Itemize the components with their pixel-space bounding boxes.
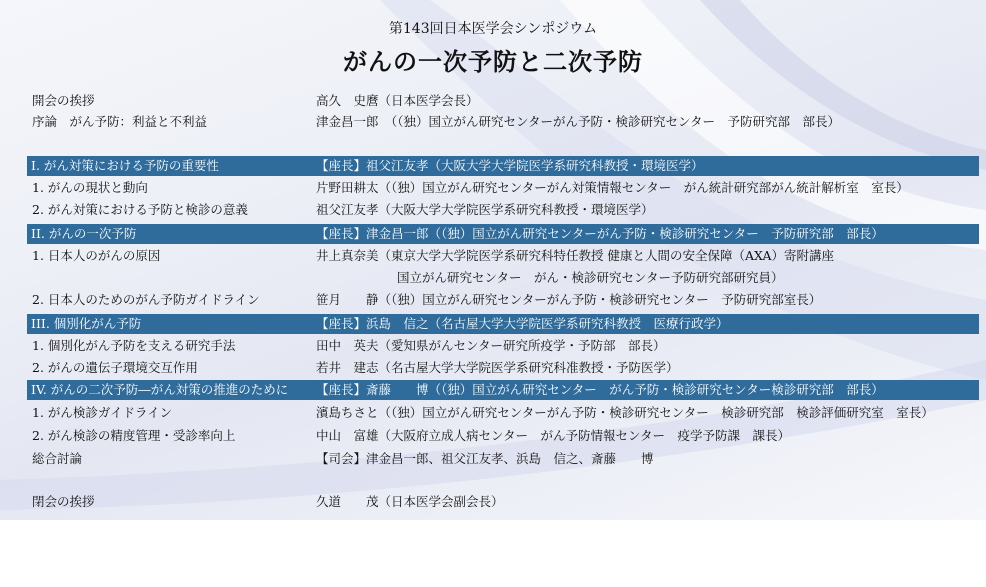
row-label: 2. 日本人のためのがん予防ガイドライン	[32, 292, 260, 307]
section-title: III. 個別化がん予防	[31, 316, 142, 331]
row-detail: 国立がん研究センター がん・検診研究センター予防研究部研究員）	[397, 270, 784, 285]
page-blank-area	[0, 520, 986, 587]
section-chair: 【座長】浜島 信之（名古屋大学大学院医学系研究科教授 医療行政学）	[316, 316, 729, 331]
section-header	[27, 314, 979, 334]
section-title: II. がんの一次予防	[31, 226, 137, 241]
section-header	[27, 156, 979, 176]
row-detail: 高久 史麿（日本医学会長）	[316, 93, 479, 108]
row-detail: 津金昌一郎 （（独）国立がん研究センターがん予防・検診研究センター 予防研究部 部長）	[316, 114, 841, 129]
program-row	[27, 112, 979, 132]
section-header	[27, 380, 979, 400]
row-label: 2. がん検診の精度管理・受診率向上	[32, 428, 236, 443]
row-detail: 【司会】津金昌一郎、祖父江友孝、浜島 信之、斎藤 博	[316, 451, 654, 466]
row-detail: 久道 茂（日本医学会副会長）	[316, 494, 504, 509]
section-chair: 【座長】津金昌一郎（（独）国立がん研究センターがん予防・検診研究センター 予防研究部 部長）	[316, 226, 884, 241]
row-label: 1. 個別化がん予防を支える研究手法	[32, 338, 236, 353]
section-chair: 【座長】斎藤 博（（独）国立がん研究センター がん予防・検診研究センター検診研究部 部長）	[316, 382, 884, 397]
program-row	[27, 358, 979, 378]
symposium-title: がんの一次予防と二次予防	[343, 47, 643, 76]
program-row	[27, 426, 979, 446]
program-row	[27, 200, 979, 220]
row-label: 2. がんの遺伝子環境交互作用	[32, 360, 198, 375]
section-header	[27, 224, 979, 244]
row-label: 1. がん検診ガイドライン	[32, 405, 173, 420]
row-label: 閉会の挨拶	[32, 494, 95, 509]
row-label: 1. 日本人のがんの原因	[32, 248, 161, 263]
row-detail: 片野田耕太（（独）国立がん研究センターがん対策情報センター がん統計研究部がん統計解析室 室長）	[316, 180, 909, 195]
row-detail: 祖父江友孝（大阪大学大学院医学系研究科教授・環境医学）	[316, 202, 654, 217]
program-row	[27, 336, 979, 356]
program-row	[27, 290, 979, 310]
row-detail: 井上真奈美（東京大学大学院医学系研究科特任教授 健康と人間の安全保障（AXA）寄附講座	[316, 248, 834, 263]
row-label: 1. がんの現状と動向	[32, 180, 148, 195]
section-title: I. がん対策における予防の重要性	[31, 158, 219, 173]
program-row-continued	[27, 268, 979, 288]
row-detail: 田中 英夫（愛知県がんセンター研究所疫学・予防部 部長）	[316, 338, 666, 353]
row-detail: 濱島ちさと（（独）国立がん研究センターがん予防・検診研究センター 検診研究部 検診評価研究室 室長）	[316, 405, 934, 420]
symposium-subtitle: 第143回日本医学会シンポジウム	[388, 21, 598, 37]
program-row	[27, 403, 979, 423]
row-detail: 笹月 静（（独）国立がん研究センターがん予防・検診研究センター 予防研究部室長）	[316, 292, 822, 307]
row-detail: 若井 建志（名古屋大学大学院医学系研究科准教授・予防医学）	[316, 360, 679, 375]
program-row	[27, 492, 979, 512]
section-title: IV. がんの二次予防―がん対策の推進のために	[31, 382, 289, 397]
row-label: 2. がん対策における予防と検診の意義	[32, 202, 248, 217]
row-detail: 中山 富雄（大阪府立成人病センター がん予防情報センター 疫学予防課 課長）	[316, 428, 791, 443]
program-row	[27, 91, 979, 111]
program-row	[27, 246, 979, 266]
program-row	[27, 178, 979, 198]
row-label: 序論 がん予防：利益と不利益	[32, 114, 208, 129]
program-row	[27, 449, 979, 469]
row-label: 開会の挨拶	[32, 93, 95, 108]
row-label: 総合討論	[32, 451, 83, 466]
section-chair: 【座長】祖父江友孝（大阪大学大学院医学系研究科教授・環境医学）	[316, 158, 704, 173]
